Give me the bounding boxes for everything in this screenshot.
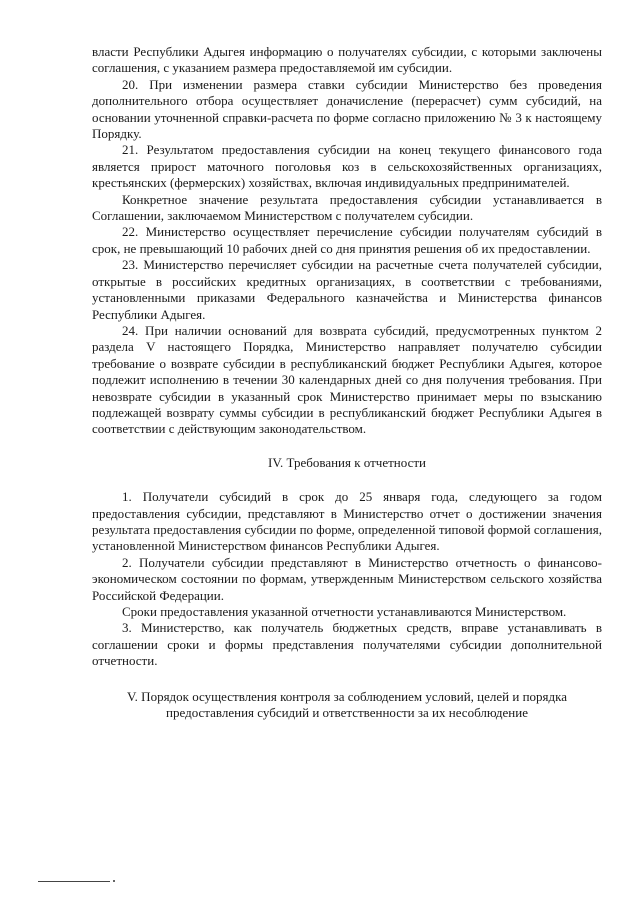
paragraph-s4-3: 3. Министерство, как получатель бюджетных средств, вправе устанавливать в соглашении сроки и формы представления получателями субсидии дополнительной отчетности. <box>92 620 602 669</box>
paragraph-22: 22. Министерство осуществляет перечисление субсидии получателям субсидий в срок, не превышающий 10 рабочих дней со дня принятия решения об их предоставлении. <box>92 224 602 256</box>
paragraph-continuation: власти Республики Адыгея информацию о получателях субсидии, с которыми заключены соглашения, с указанием размера предоставляемой им субсидии. <box>92 44 602 76</box>
paragraph-24: 24. При наличии оснований для возврата субсидий, предусмотренных пунктом 2 раздела V настоящего Порядка, Министерство направляет получателю субсидии требование о возврате субсидии в республиканский бюджет Республики Адыгея, которое подлежит исполнению в течении 30 календарных дней со дня получения требования. При невозврате субсидии в указанный срок Министерство принимает меры по взысканию подлежащей возврату суммы субсидии в республиканский бюджет Республики Адыгея в соответствии с действующим законодательством. <box>92 322 602 437</box>
document-body <box>92 44 602 721</box>
paragraph-s4-2: 2. Получатели субсидии представляют в Министерство отчетность о финансово-экономическом состоянии по формам, утвержденным Министерством сельского хозяйства Российской Федерации. <box>92 554 602 603</box>
paragraph-20: 20. При изменении размера ставки субсидии Министерство без проведения дополнительного отбора осуществляет доначисление (перерасчет) сумм субсидий, на основании уточненной справки-расчета по форме согласно приложению № 3 к настоящему Порядку. <box>92 76 602 142</box>
paragraph-21: 21. Результатом предоставления субсидии на конец текущего финансового года является прирост маточного поголовья коз в сельскохозяйственных организациях, крестьянских (фермерских) хозяйствах, включая индивидуальных предпринимателей. <box>92 142 602 191</box>
paragraph-s4-1: 1. Получатели субсидий в срок до 25 января года, следующего за годом предоставления субсидии, представляют в Министерство отчет о достижении значения результата предоставления субсидии по форме, определенной типовой формой соглашения, установленной Министерством финансов Республики Адыгея. <box>92 489 602 554</box>
footnote-mark <box>113 880 115 882</box>
section-5-heading-line-1: V. Порядок осуществления контроля за соблюдением условий, целей и порядка <box>126 688 568 704</box>
footnote-separator <box>38 881 110 882</box>
section-5-heading <box>92 689 602 722</box>
paragraph-23: 23. Министерство перечисляет субсидии на расчетные счета получателей субсидии, открытые в российских кредитных организациях, в соответствии с требованиями, установленными приказами Федерального казначейства и Министерства финансов Республики Адыгея. <box>92 257 602 322</box>
section-4-heading: IV. Требования к отчетности <box>267 454 426 470</box>
paragraph-s4-deadlines: Сроки предоставления указанной отчетности устанавливаются Министерством. <box>122 604 567 619</box>
paragraph-result-value: Конкретное значение результата предоставления субсидии устанавливается в Соглашении, заключаемом Министерством с получателем субсидии. <box>92 191 602 224</box>
section-5-heading-line-2: предоставления субсидий и ответственности за их несоблюдение <box>166 705 528 721</box>
